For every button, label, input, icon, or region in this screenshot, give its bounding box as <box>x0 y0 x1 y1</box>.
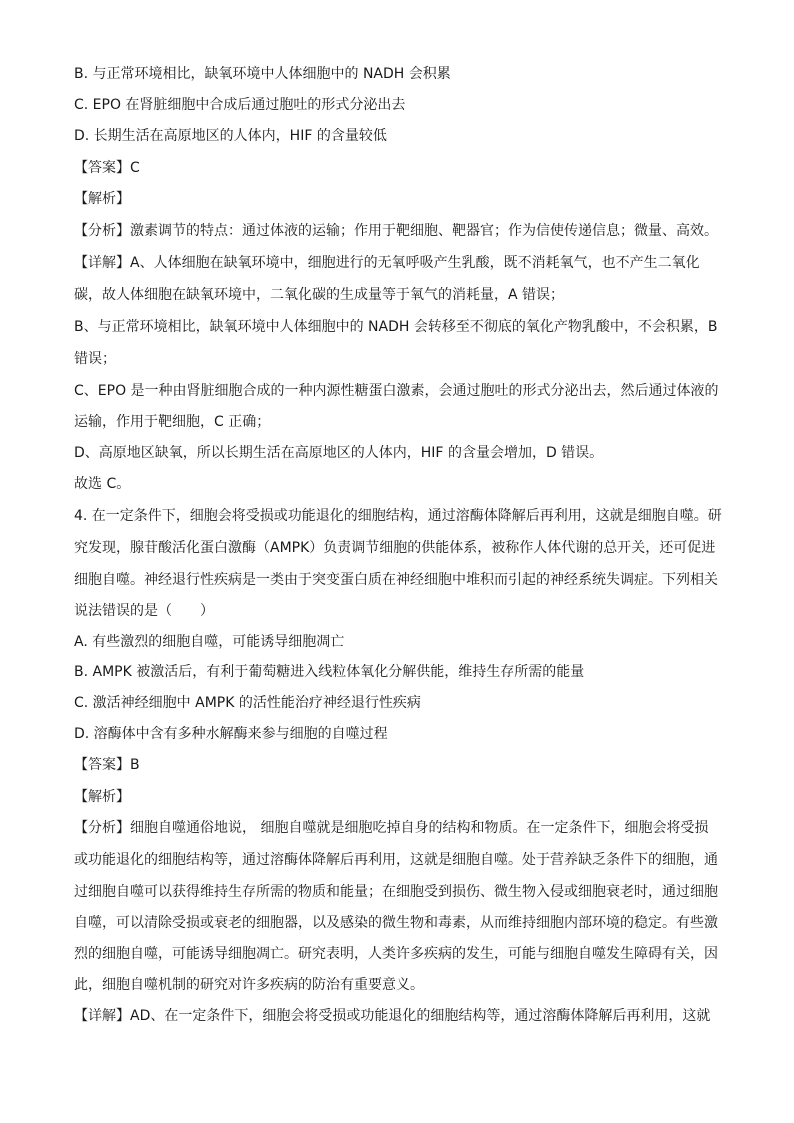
option-a: A. 有些激烈的细胞自噬，可能诱导细胞凋亡 <box>74 634 345 650</box>
analysis-text: 【分析】细胞自噬通俗地说， 细胞自噬就是细胞吃掉自身的结构和物质。在一定条件下，细胞会将受损 <box>74 820 709 836</box>
analysis-text: 过细胞自噬可以获得维持生存所需的物质和能量；在细胞受到损伤、微生物入侵或细胞衰老时，通过细胞 <box>74 884 718 900</box>
analysis-text: 【分析】激素调节的特点：通过体液的运输；作用于靶细胞、靶器官；作为信使传递信息；微量、高效。 <box>74 223 718 239</box>
explanation-line: 【详解】A、人体细胞在缺氧环境中，细胞进行的无氧呼吸产生乳酸，既不消耗氧气，也不产生二氧化 <box>74 255 700 271</box>
question-4-stem: 4. 在一定条件下，细胞会将受损或功能退化的细胞结构，通过溶酶体降解后再利用，这就是细胞自噬。研 <box>74 508 722 524</box>
answer-label: 【答案】B <box>74 757 140 773</box>
explanation-line: 【详解】AD、在一定条件下，细胞会将受损或功能退化的细胞结构等，通过溶酶体降解后再利用，这就 <box>74 1008 711 1024</box>
explanation-line: 错误； <box>74 351 116 367</box>
question-4-stem: 说法错误的是（ ） <box>74 603 214 619</box>
choice-line: 故选 C。 <box>74 476 131 492</box>
option-d: D. 溶酶体中含有多种水解酶来参与细胞的自噬过程 <box>74 726 388 742</box>
question-4-stem: 细胞自噬。神经退行性疾病是一类由于突变蛋白质在神经细胞中堆积而引起的神经系统失调症。下列相关 <box>74 572 718 588</box>
analysis-text: 烈的细胞自噬，可能诱导细胞凋亡。研究表明，人类许多疾病的发生，可能与细胞自噬发生障碍有关，因 <box>74 946 718 962</box>
analysis-label: 【解析】 <box>74 191 130 207</box>
option-b: B. 与正常环境相比，缺氧环境中人体细胞中的 NADH 会积累 <box>74 66 451 82</box>
analysis-text: 此，细胞自噬机制的研究对许多疾病的防治有重要意义。 <box>74 977 424 993</box>
explanation-line: 运输，作用于靶细胞，C 正确； <box>74 414 271 430</box>
option-b: B. AMPK 被激活后，有利于葡萄糖进入线粒体氧化分解供能，维持生存所需的能量 <box>74 664 585 680</box>
analysis-text: 自噬，可以清除受损或衰老的细胞器，以及感染的微生物和毒素，从而维持细胞内部环境的稳定。有些激 <box>74 915 718 931</box>
option-c: C. EPO 在肾脏细胞中合成后通过胞吐的形式分泌出去 <box>74 97 406 113</box>
explanation-line: D、高原地区缺氧，所以长期生活在高原地区的人体内，HIF 的含量会增加，D 错误。 <box>74 445 604 461</box>
option-d: D. 长期生活在高原地区的人体内，HIF 的含量较低 <box>74 128 387 144</box>
question-4-stem: 究发现，腺苷酸活化蛋白激酶（AMPK）负责调节细胞的供能体系，被称作人体代谢的总开关，还可促进 <box>74 540 716 556</box>
option-c: C. 激活神经细胞中 AMPK 的活性能治疗神经退行性疾病 <box>74 695 421 711</box>
explanation-line: C、EPO 是一种由肾脏细胞合成的一种内源性糖蛋白激素，会通过胞吐的形式分泌出去，然后通过体液的 <box>74 383 719 399</box>
analysis-label: 【解析】 <box>74 789 130 805</box>
explanation-line: 碳，故人体细胞在缺氧环境中，二氧化碳的生成量等于氧气的消耗量，A 错误； <box>74 287 565 303</box>
explanation-line: B、与正常环境相比，缺氧环境中人体细胞中的 NADH 会转移至不彻底的氧化产物乳酸中，不会积累，B <box>74 319 718 335</box>
answer-label: 【答案】C <box>74 160 140 176</box>
analysis-text: 或功能退化的细胞结构等，通过溶酶体降解后再利用，这就是细胞自噬。处于营养缺乏条件下的细胞，通 <box>74 852 718 868</box>
